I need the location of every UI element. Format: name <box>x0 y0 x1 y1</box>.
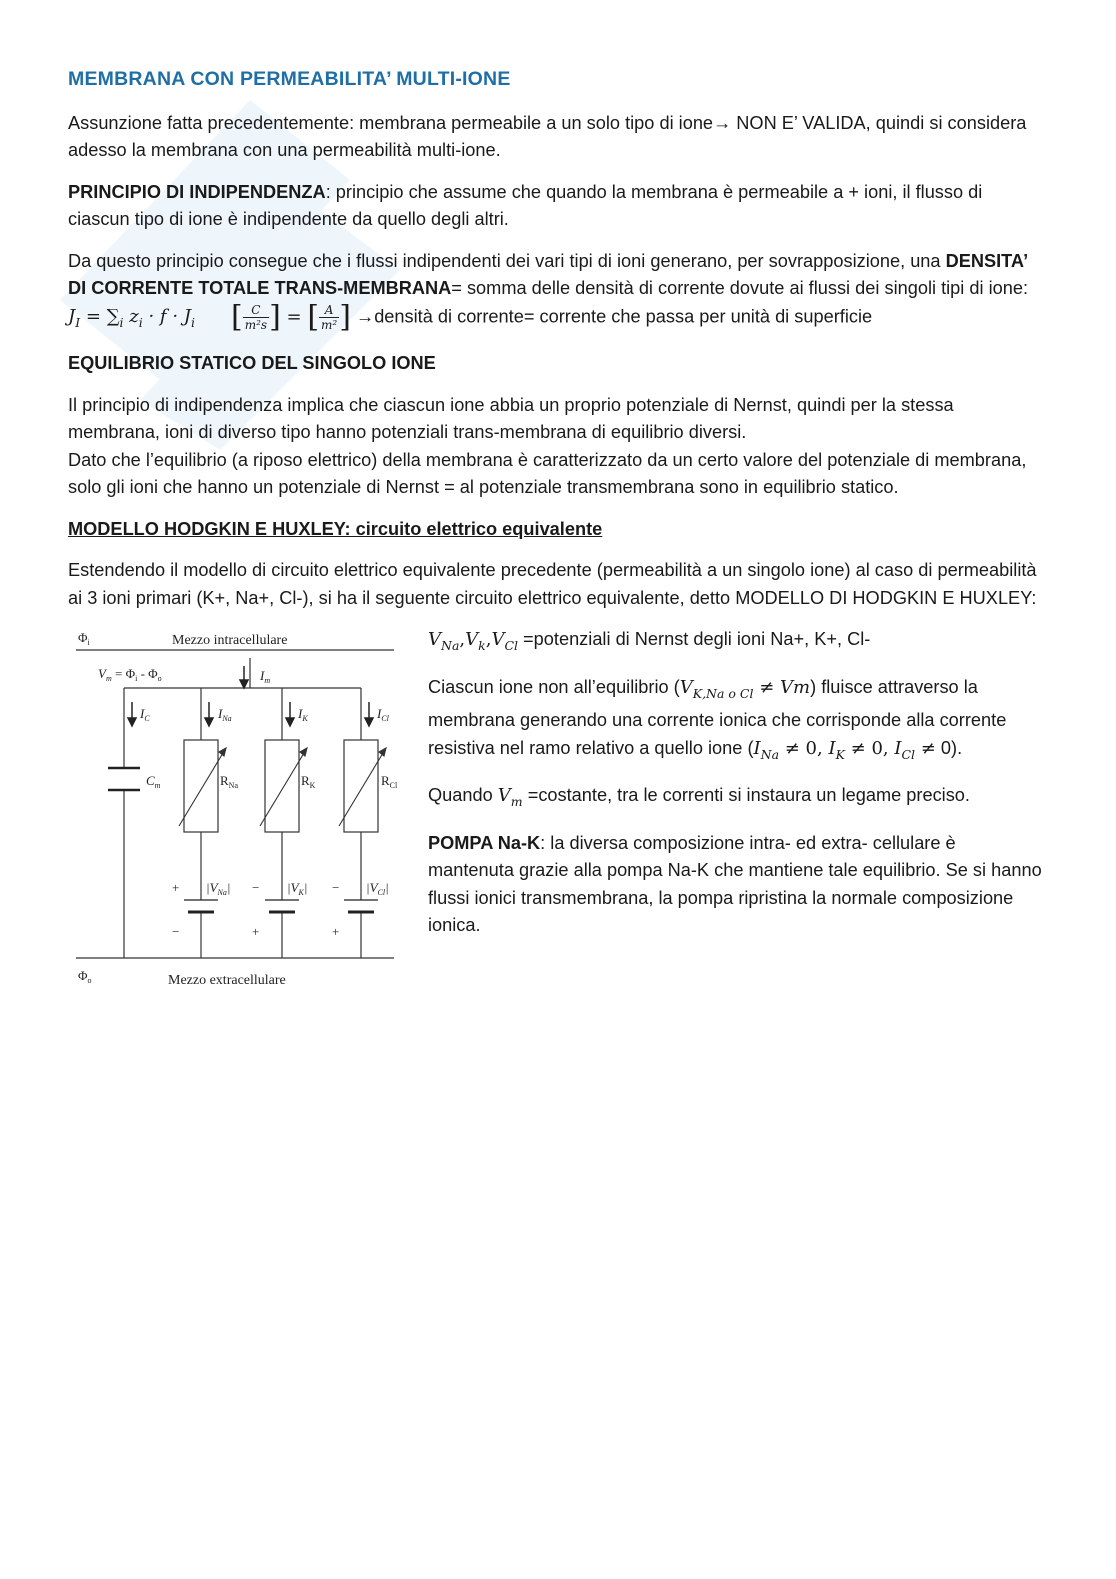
term-densita-corrente: DENSITA’ DI CORRENTE TOTALE TRANS-MEMBRANA <box>68 250 1028 298</box>
label-extracellular: Mezzo extracellulare <box>168 973 286 989</box>
paragraph-model: Estendendo il modello di circuito elettrico equivalente precedente (permeabilità a un singolo ione) al caso di permeabilità ai 3 ioni primari (K+, Na+, Cl-), si ha il seguente circuito elettrico equivalente, detto MODELLO DI HODGKIN E HUXLEY: <box>68 560 1037 608</box>
label-phi-o: $\Phi_o$ <box>78 968 92 986</box>
text-sum: = somma delle densità di corrente dovute ai flussi dei singoli tipi di ione: <box>451 278 1029 298</box>
label-icl: $I_{Cl}$ <box>377 706 389 724</box>
label-intracellular: Mezzo intracellulare <box>172 633 288 649</box>
page-title: MEMBRANA CON PERMEABILITA’ MULTI-IONE <box>68 68 511 90</box>
circuit-description <box>428 626 1043 954</box>
paragraph-vm-constant: Quando $V_m$ =costante, tra le correnti si instaura un legame preciso. <box>428 785 970 810</box>
text-independence: : principio che assume che quando la membrana è permeabile a + ioni, il flusso di ciascun tipo di ione è indipendente da quello degli altri. <box>68 181 983 229</box>
label-vk: $|V_K|$ <box>287 880 308 898</box>
paragraph-nernst: Il principio di indipendenza implica che ciascun ione abbia un proprio potenziale di Nernst, quindi per la stessa membrana, ioni di diverso tipo hanno potenziali trans-membrana di equilibrio diversi. <box>68 394 954 443</box>
term-principio-indipendenza: PRINCIPIO DI INDIPENDENZA <box>68 181 326 202</box>
paragraph-nernst-potentials: $V_{Na},V_k,V_{Cl}$ =potenziali di Nernst degli ioni Na+, K+, Cl- <box>428 629 871 654</box>
label-rk: $R_K$ <box>301 773 316 791</box>
text-definition: →densità di corrente= corrente che passa per unità di superficie <box>350 305 873 326</box>
heading-hodgkin-huxley: MODELLO HODGKIN E HUXLEY: circuito elettrico equivalente <box>68 518 603 539</box>
label-ic: $I_C$ <box>140 706 150 724</box>
label-im: $I_m$ <box>260 668 271 686</box>
document-page <box>68 66 1043 1006</box>
sign-cl-plus: + <box>332 924 340 940</box>
paragraph-equilibrium: Dato che l’equilibrio (a riposo elettrico) della membrana è caratterizzato da un certo valore del potenziale di membrana, solo gli ioni che hanno un potenziale di Nernst = al potenziale transmembrana sono in equilibrio statico. <box>68 449 1027 498</box>
circuit-section <box>68 626 1043 1006</box>
label-cm: $C_m$ <box>146 773 161 791</box>
circuit-diagram <box>76 630 406 992</box>
paragraph-assumption: Assunzione fatta precedentemente: membrana permeabile a un solo tipo di ione→ NON E’ VALIDA, quindi si considera adesso la membrana con una permeabilità multi-ione. <box>68 112 1027 160</box>
sign-k-minus: − <box>252 880 260 896</box>
sign-k-plus: + <box>252 924 260 940</box>
label-rcl: $R_{Cl}$ <box>381 773 398 791</box>
sign-na-plus: + <box>172 880 180 896</box>
label-phi-i: $\Phi_i$ <box>78 630 90 648</box>
formula-current-density: $J_I = \sum_i$ $z_i \cdot f \cdot J_i$ <box>68 305 195 330</box>
paragraph-current-density <box>68 248 1043 337</box>
label-rna: $R_{Na}$ <box>220 773 238 791</box>
paragraph-non-equilibrium: Ciascun ione non all’equilibrio $(V_{K,Na o Cl} \ne Vm)$ fluisce attraverso la membrana generando una corrente ionica che corrisponde alla corrente resistiva nel ramo relativo a quello ione ($I_{Na} \ne 0$, $I_K \ne 0$, $I_{Cl} \ne 0$). <box>428 676 1007 762</box>
heading-equilibrio: EQUILIBRIO STATICO DEL SINGOLO IONE <box>68 353 436 374</box>
label-ina: $I_{Na}$ <box>218 706 232 724</box>
text-consequence: Da questo principio consegue che i flussi indipendenti dei vari tipi di ioni generano, per sovrapposizione, una <box>68 250 946 271</box>
label-ik: $I_K$ <box>298 706 308 724</box>
label-vna: $|V_{Na}|$ <box>206 880 231 898</box>
paragraph-pompa: POMPA Na-K: la diversa composizione intra- ed extra- cellulare è mantenuta grazie alla pompa Na-K che mantiene tale equilibrio. Se si hanno flussi ionici transmembrana, la pompa ripristina la normale composizione ionica. <box>428 832 1042 936</box>
term-pompa-na-k: POMPA Na-K <box>428 832 541 853</box>
sign-na-minus: − <box>172 924 180 940</box>
paragraph-independence <box>68 179 1043 234</box>
label-vm-equation: $V_m = \Phi_i - \Phi_o$ <box>98 666 162 684</box>
label-vcl: $|V_{Cl}|$ <box>366 880 389 898</box>
sign-cl-minus: − <box>332 880 340 896</box>
formula-units: [ $\frac{C}{\text{m²s}}$ ] = [ $\frac{A}{\text{m²}}$ ] <box>230 299 351 334</box>
